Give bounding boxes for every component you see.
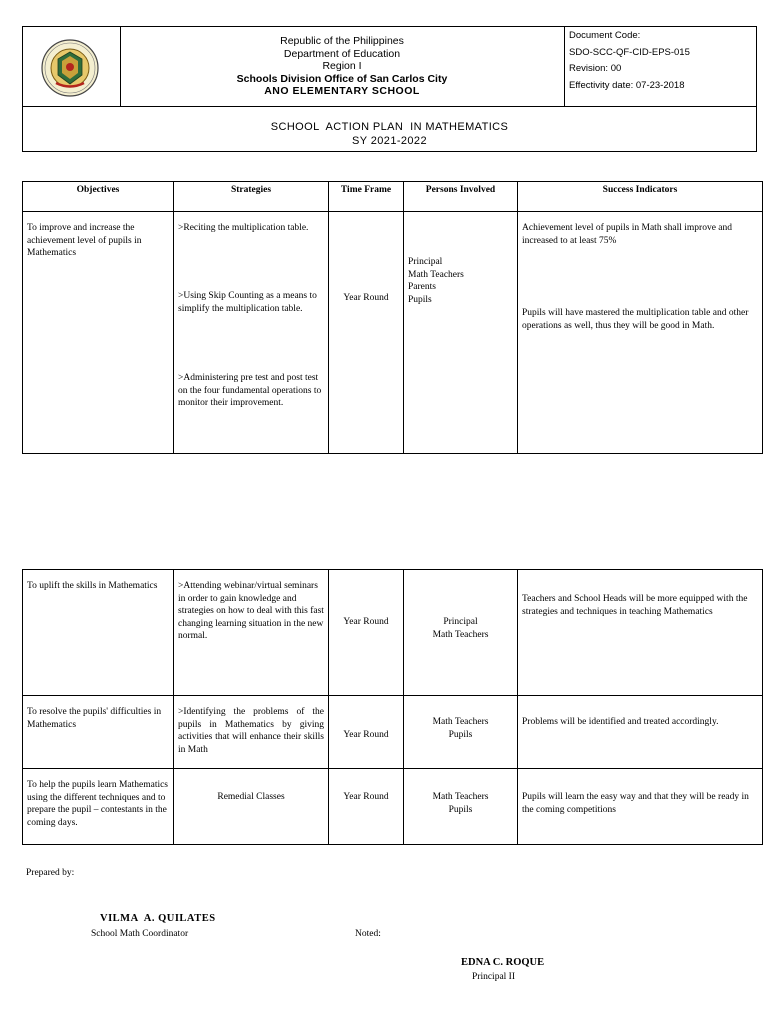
time-frame-cell: [329, 212, 404, 454]
person-entry: Parents: [408, 282, 436, 292]
person-entry: Math Teachers: [432, 629, 489, 640]
person-entry: Principal: [443, 617, 478, 627]
strategies-cell: [174, 212, 329, 454]
preparer-name: VILMA A. QUILATES: [100, 913, 216, 924]
person-entry: Pupils: [448, 804, 473, 815]
persons-cell: [404, 769, 518, 845]
table-header-row: [23, 182, 763, 212]
persons-cell: [404, 570, 518, 696]
noter-name: EDNA C. ROQUE: [461, 957, 545, 968]
strategy-text: >Administering pre test and post test on the four fundamental operations to monitor their improvement.: [178, 373, 322, 408]
noter-title: Principal II: [472, 972, 516, 982]
table-row: [23, 570, 763, 696]
document-control-block: [565, 27, 756, 106]
objective-cell: [23, 696, 174, 769]
objective-cell: [23, 769, 174, 845]
doc-code: SDO-SCC-QF-CID-EPS-015: [569, 46, 690, 58]
department-line: Department of Education: [283, 47, 401, 60]
time-frame-cell: [329, 769, 404, 845]
time-frame-text: Year Round: [343, 617, 389, 627]
prepared-by-label: Prepared by:: [26, 868, 75, 878]
header-strategies: Strategies: [174, 182, 329, 212]
school-year: SY 2021-2022: [352, 135, 427, 147]
strategy-text: Remedial Classes: [217, 792, 285, 802]
persons-cell: [404, 696, 518, 769]
person-entry: Pupils: [408, 294, 432, 305]
time-frame-cell: [329, 696, 404, 769]
header-time-frame: Time Frame: [329, 182, 404, 212]
plan-title: SCHOOL ACTION PLAN IN MATHEMATICS: [270, 121, 509, 133]
doc-code-label: Document Code:: [569, 30, 641, 41]
objective-text: To uplift the skills in Mathematics: [27, 581, 158, 591]
indicator-text: Achievement level of pupils in Math shall improve and increased to at least 75%: [522, 223, 733, 246]
indicator-text: Teachers and School Heads will be more equipped with the strategies and techniques in teaching Mathematics: [522, 594, 748, 617]
plan-title-block: [23, 106, 756, 151]
success-indicator-cell: [518, 769, 763, 845]
objective-text: To resolve the pupils' difficulties in Mathematics: [27, 707, 162, 730]
revision: Revision: 00: [569, 63, 622, 74]
agency-block: [120, 27, 565, 106]
objective-text: To help the pupils learn Mathematics using the different techniques and to prepare the pupil – contestants in the coming days.: [27, 780, 169, 828]
time-frame-text: Year Round: [343, 730, 389, 740]
person-entry: Pupils: [448, 729, 473, 740]
indicator-text: Pupils will have mastered the multiplication table and other operations as well, thus they will be good in Math.: [522, 308, 749, 331]
success-indicator-cell: [518, 696, 763, 769]
strategies-cell: [174, 696, 329, 769]
header-objectives: Objectives: [23, 182, 174, 212]
time-frame-cell: [329, 570, 404, 696]
preparer-title: School Math Coordinator: [91, 929, 189, 939]
strategy-text: >Identifying the problems of the pupils in Mathematics by giving activities that will enhance their skills in Math: [178, 707, 324, 755]
action-plan-table-top: [22, 181, 763, 454]
success-indicator-cell: [518, 570, 763, 696]
persons-cell: [404, 212, 518, 454]
table-row: [23, 212, 763, 454]
strategy-text: >Reciting the multiplication table.: [178, 223, 309, 233]
effectivity-date: Effectivity date: 07-23-2018: [569, 79, 685, 91]
indicator-text: Pupils will learn the easy way and that they will be ready in the coming competitions: [522, 792, 749, 815]
logo-cell: [23, 27, 121, 106]
republic-line: Republic of the Philippines: [280, 35, 404, 47]
success-indicator-cell: [518, 212, 763, 454]
person-entry: Math Teachers: [432, 717, 489, 727]
header-persons-involved: Persons Involved: [404, 182, 518, 212]
time-frame-text: Year Round: [343, 792, 389, 802]
strategy-text: >Using Skip Counting as a means to simplify the multiplication table.: [178, 291, 317, 314]
table-row: [23, 769, 763, 845]
school-seal-logo: [23, 27, 120, 106]
region-line: Region I: [322, 60, 362, 72]
indicator-text: Problems will be identified and treated accordingly.: [522, 717, 719, 727]
objective-text: To improve and increase the achievement level of pupils in Mathematics: [27, 223, 142, 258]
objective-cell: [23, 212, 174, 454]
person-entry: Principal: [408, 257, 443, 267]
table-row: [23, 696, 763, 769]
school-name: ANO ELEMENTARY SCHOOL: [264, 85, 420, 97]
strategies-cell: [174, 570, 329, 696]
division-line: Schools Division Office of San Carlos City: [236, 72, 448, 85]
action-plan-table-bottom: [22, 569, 763, 845]
time-frame-text: Year Round: [343, 293, 389, 303]
header-success-indicators: Success Indicators: [518, 182, 763, 212]
person-entry: Math Teachers: [408, 269, 464, 280]
document-header: [22, 26, 757, 152]
noted-label: Noted:: [355, 929, 381, 939]
objective-cell: [23, 570, 174, 696]
strategies-cell: [174, 769, 329, 845]
person-entry: Math Teachers: [432, 792, 489, 802]
strategy-text: >Attending webinar/virtual seminars in order to gain knowledge and strategies on how to deal with this fast changing learning situation in the new normal.: [178, 581, 324, 641]
